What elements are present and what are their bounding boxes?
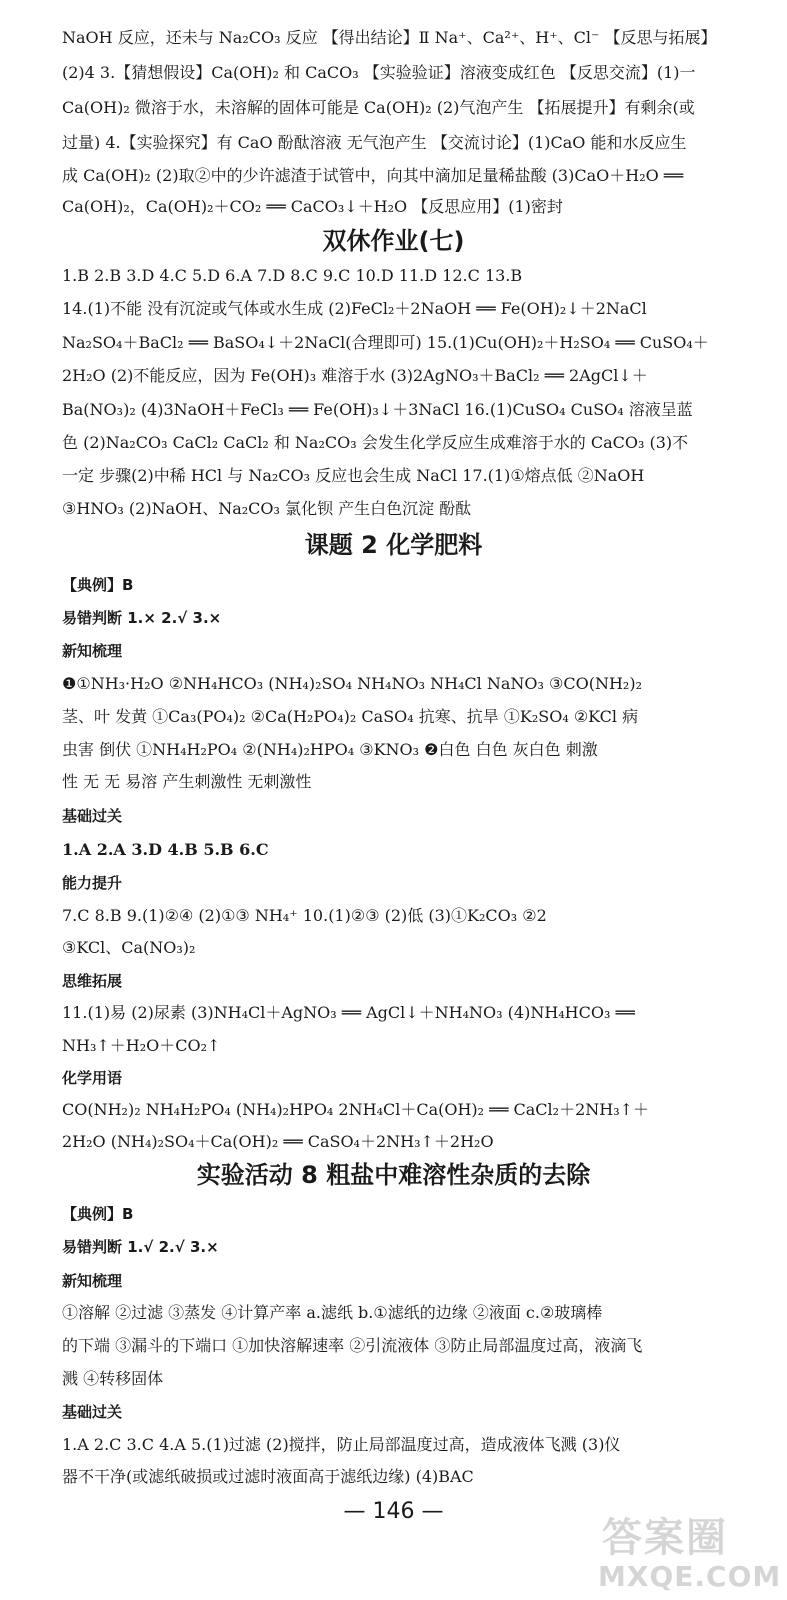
text-line: 2H₂O (NH₄)₂SO₄＋Ca(OH)₂ ══ CaSO₄＋2NH₃↑＋2H₂O	[62, 1132, 494, 1151]
text-line: ③HNO₃ (2)NaOH、Na₂CO₃ 氯化钡 产生白色沉淀 酚酞	[62, 499, 472, 518]
text-line: 14.(1)不能 没有沉淀或气体或水生成 (2)FeCl₂＋2NaOH ══ Fe(OH)₂↓＋2NaCl	[62, 299, 647, 318]
text-line: ③KCl、Ca(NO₃)₂	[62, 938, 196, 957]
page-number: — 146 —	[343, 1499, 444, 1524]
subheading: 新知梳理	[62, 1272, 123, 1290]
text-line: NaOH 反应，还未与 Na₂CO₃ 反应 【得出结论】Ⅱ Na⁺、Ca²⁺、H⁺、Cl⁻ 【反思与拓展】	[62, 28, 717, 47]
section-heading: 双休作业(七)	[322, 227, 465, 255]
text-line: 易错判断 1.× 2.√ 3.×	[62, 609, 222, 627]
text-line: 2H₂O (2)不能反应，因为 Fe(OH)₃ 难溶于水 (3)2AgNO₃＋BaCl₂ ══ 2AgCl↓＋	[62, 366, 648, 385]
text-line: 易错判断 1.√ 2.√ 3.×	[62, 1238, 219, 1256]
text-line: NH₃↑＋H₂O＋CO₂↑	[62, 1036, 221, 1055]
watermark-logo	[596, 1502, 781, 1598]
text-line: 过量) 4.【实验探究】有 CaO 酚酞溶液 无气泡产生 【交流讨论】(1)CaO 能和水反应生	[62, 133, 687, 152]
subheading: 化学用语	[62, 1069, 123, 1087]
text-line: 1.A 2.A 3.D 4.B 5.B 6.C	[62, 840, 269, 859]
subheading: 思维拓展	[62, 972, 123, 990]
text-line: ❶①NH₃·H₂O ②NH₄HCO₃ (NH₄)₂SO₄ NH₄NO₃ NH₄Cl NaNO₃ ③CO(NH₂)₂	[62, 674, 642, 693]
text-line: 色 (2)Na₂CO₃ CaCl₂ CaCl₂ 和 Na₂CO₃ 会发生化学反应生成难溶于水的 CaCO₃ (3)不	[62, 433, 689, 452]
text-line: 7.C 8.B 9.(1)②④ (2)①③ NH₄⁺ 10.(1)②③ (2)低 (3)①K₂CO₃ ②2	[62, 906, 547, 925]
text-line: Na₂SO₄＋BaCl₂ ══ BaSO₄↓＋2NaCl(合理即可) 15.(1)Cu(OH)₂＋H₂SO₄ ══ CuSO₄＋	[62, 333, 709, 352]
text-line: 成 Ca(OH)₂ (2)取②中的少许滤渣于试管中，向其中滴加足量稀盐酸 (3)CaO＋H₂O ══	[62, 166, 684, 185]
text-line: 的下端 ③漏斗的下端口 ①加快溶解速率 ②引流液体 ③防止局部温度过高，液滴飞	[62, 1336, 643, 1355]
watermark-url: MXQE.COM	[598, 1560, 782, 1593]
section-heading: 课题 2 化学肥料	[304, 531, 483, 559]
subheading: 能力提升	[62, 874, 123, 892]
subheading: 新知梳理	[62, 642, 123, 660]
text-line: 1.B 2.B 3.D 4.C 5.D 6.A 7.D 8.C 9.C 10.D 11.D 12.C 13.B	[62, 266, 523, 285]
text-line: (2)4 3.【猜想假设】Ca(OH)₂ 和 CaCO₃ 【实验验证】溶液变成红色 【反思交流】(1)一	[62, 63, 696, 82]
subheading: 基础过关	[62, 807, 123, 825]
section-heading: 实验活动 8 粗盐中难溶性杂质的去除	[196, 1161, 591, 1189]
text-line: Ca(OH)₂，Ca(OH)₂＋CO₂ ══ CaCO₃↓＋H₂O 【反思应用】(1)密封	[62, 197, 563, 216]
text-line: 1.A 2.C 3.C 4.A 5.(1)过滤 (2)搅拌，防止局部温度过高，造成液体飞溅 (3)仪	[62, 1435, 621, 1454]
subheading: 基础过关	[62, 1403, 123, 1421]
text-line: 11.(1)易 (2)尿素 (3)NH₄Cl＋AgNO₃ ══ AgCl↓＋NH₄NO₃ (4)NH₄HCO₃ ══	[62, 1003, 635, 1022]
watermark-text: 答案圈	[602, 1515, 728, 1561]
text-line: 溅 ④转移固体	[62, 1369, 164, 1388]
text-line: 器不干净(或滤纸破损或过滤时液面高于滤纸边缘) (4)BAC	[62, 1467, 474, 1486]
text-line: 【典例】B	[62, 576, 134, 594]
text-line: 【典例】B	[62, 1205, 134, 1223]
text-line: CO(NH₂)₂ NH₄H₂PO₄ (NH₄)₂HPO₄ 2NH₄Cl＋Ca(OH)₂ ══ CaCl₂＋2NH₃↑＋	[62, 1100, 650, 1119]
text-line: 茎、叶 发黄 ①Ca₃(PO₄)₂ ②Ca(H₂PO₄)₂ CaSO₄ 抗寒、抗旱 ①K₂SO₄ ②KCl 病	[62, 707, 639, 726]
text-line: Ba(NO₃)₂ (4)3NaOH＋FeCl₃ ══ Fe(OH)₃↓＋3NaCl 16.(1)CuSO₄ CuSO₄ 溶液呈蓝	[62, 400, 693, 419]
text-line: ①溶解 ②过滤 ③蒸发 ④计算产率 a.滤纸 b.①滤纸的边缘 ②液面 c.②玻璃棒	[62, 1303, 603, 1322]
text-line: 性 无 无 易溶 产生刺激性 无刺激性	[62, 772, 312, 791]
text-line: 一定 步骤(2)中稀 HCl 与 Na₂CO₃ 反应也会生成 NaCl 17.(1)①熔点低 ②NaOH	[62, 466, 645, 485]
text-line: 虫害 倒伏 ①NH₄H₂PO₄ ②(NH₄)₂HPO₄ ③KNO₃ ❷白色 白色 灰白色 刺激	[62, 740, 598, 759]
text-line: Ca(OH)₂ 微溶于水，未溶解的固体可能是 Ca(OH)₂ (2)气泡产生 【拓展提升】有剩余(或	[62, 98, 695, 117]
